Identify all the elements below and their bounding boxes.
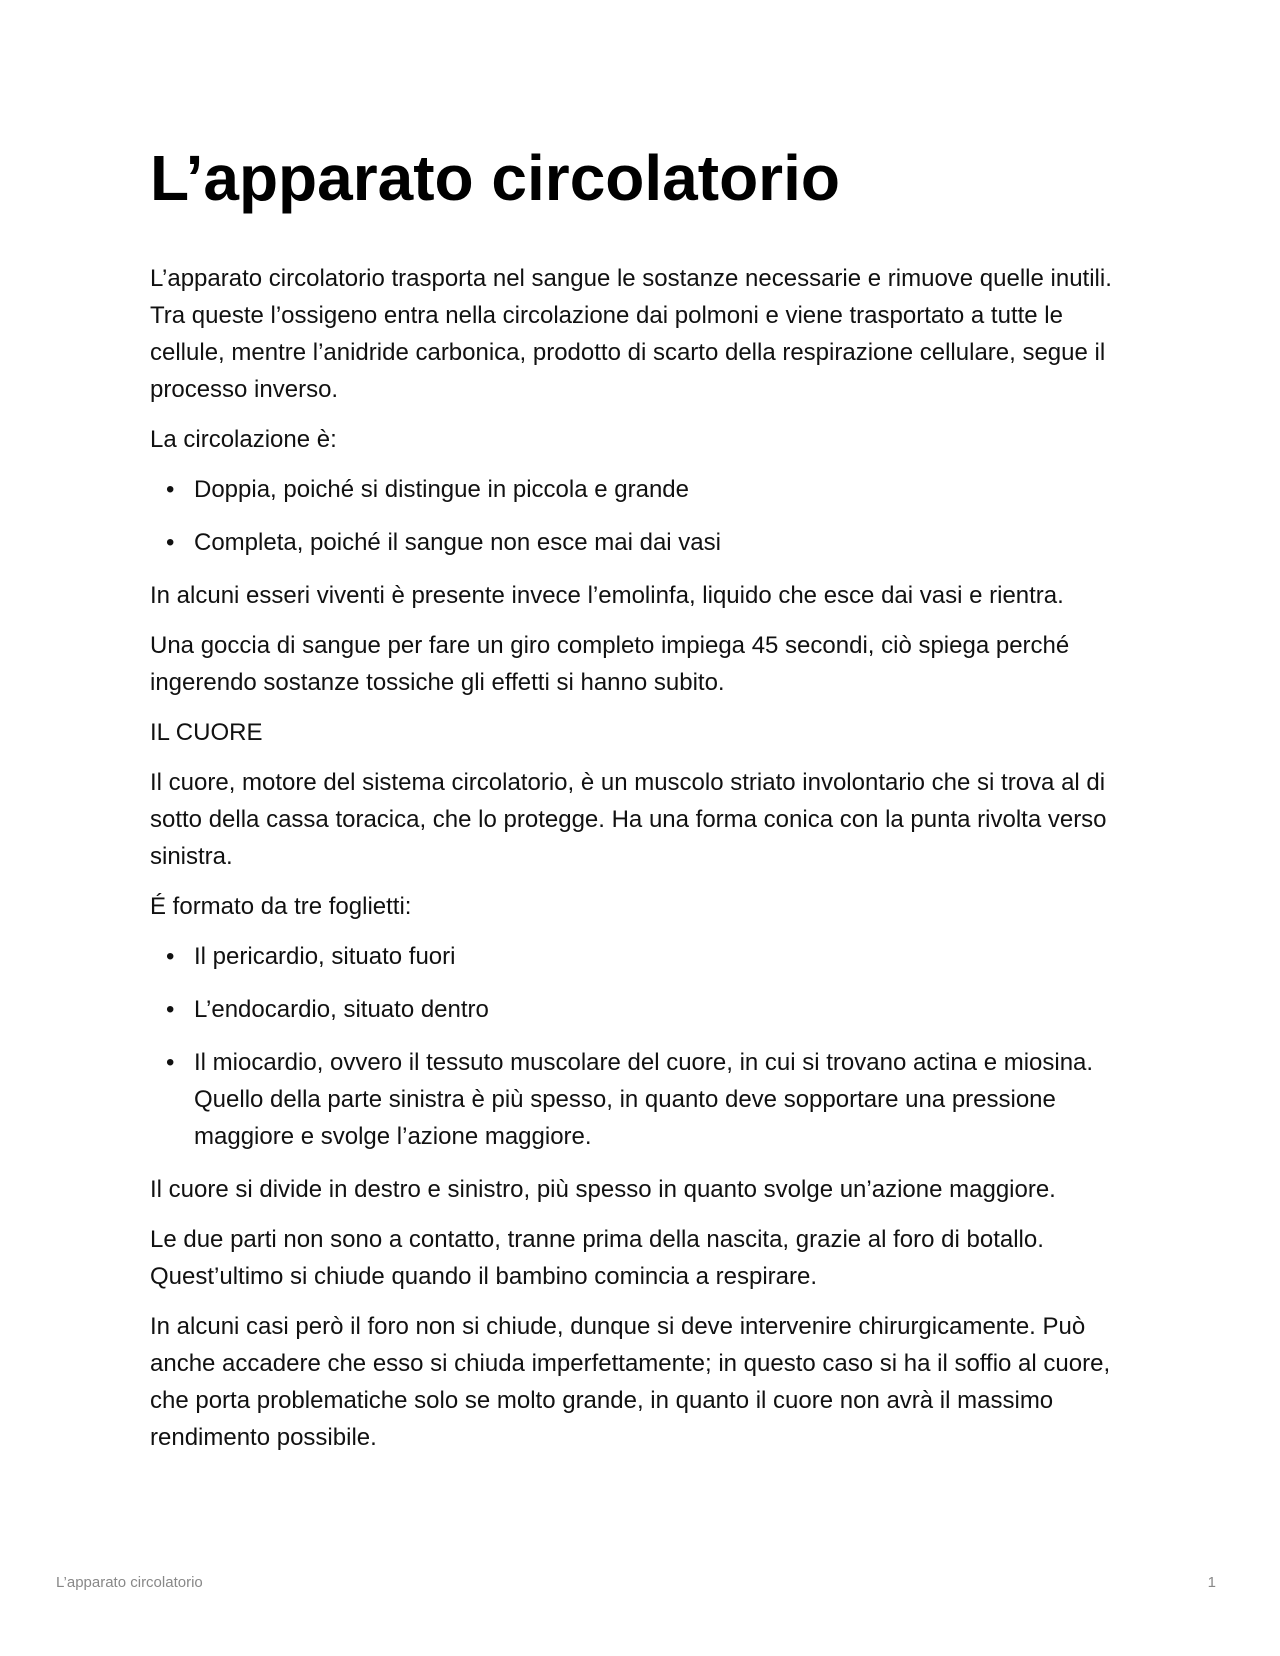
list-item: • Doppia, poiché si distingue in piccola e grande [194, 471, 1130, 508]
paragraph-circolazione-label: La circolazione è: [150, 425, 337, 453]
list-item: • L’endocardio, situato dentro [194, 991, 1130, 1028]
paragraph-emolinfa: In alcuni esseri viventi è presente invece l’emolinfa, liquido che esce dai vasi e rientra. [150, 581, 1064, 609]
paragraph-cuore: Il cuore, motore del sistema circolatorio, è un muscolo striato involontario che si trova al di sotto della cassa toracica, che lo protegge. Ha una forma conica con la punta rivolta verso sinistra. [150, 768, 1107, 870]
document-title: L’apparato circolatorio [150, 142, 840, 214]
section-heading-cuore: IL CUORE [150, 718, 263, 746]
paragraph-botallo: Le due parti non sono a contatto, tranne prima della nascita, grazie al foro di botallo. Quest’ultimo si chiude quando il bambino comincia a respirare. [150, 1225, 1044, 1290]
list-item: • Il miocardio, ovvero il tessuto muscolare del cuore, in cui si trovano actina e miosina. Quello della parte sinistra è più spesso, in quanto deve sopportare una pressione maggiore e svolge l’azione maggiore. [194, 1044, 1130, 1155]
paragraph-intro: L’apparato circolatorio trasporta nel sangue le sostanze necessarie e rimuove quelle inutili. Tra queste l’ossigeno entra nella circolazione dai polmoni e viene trasportato a tutte le cellule, mentre l’anidride carbonica, prodotto di scarto della respirazione cellulare, segue il processo inverso. [150, 264, 1112, 403]
list-item: • Completa, poiché il sangue non esce mai dai vasi [194, 524, 1130, 561]
list-foglietti [150, 938, 1130, 1155]
list-item: • Il pericardio, situato fuori [194, 938, 1130, 975]
footer-page-number: 1 [1207, 1574, 1216, 1591]
list-circolazione [150, 471, 1130, 561]
paragraph-destro-sinistro: Il cuore si divide in destro e sinistro, più spesso in quanto svolge un’azione maggiore. [150, 1175, 1056, 1203]
paragraph-foglietti-label: É formato da tre foglietti: [150, 892, 412, 920]
paragraph-goccia: Una goccia di sangue per fare un giro completo impiega 45 secondi, ciò spiega perché ingerendo sostanze tossiche gli effetti si hanno subito. [150, 631, 1070, 696]
paragraph-soffio: In alcuni casi però il foro non si chiude, dunque si deve intervenire chirurgicamente. Può anche accadere che esso si chiuda imperfettamente; in questo caso si ha il soffio al cuore, che porta problematiche solo se molto grande, in quanto il cuore non avrà il massimo rendimento possibile. [150, 1312, 1111, 1451]
footer-title: L’apparato circolatorio [56, 1574, 203, 1591]
document-page [150, 140, 1130, 1469]
